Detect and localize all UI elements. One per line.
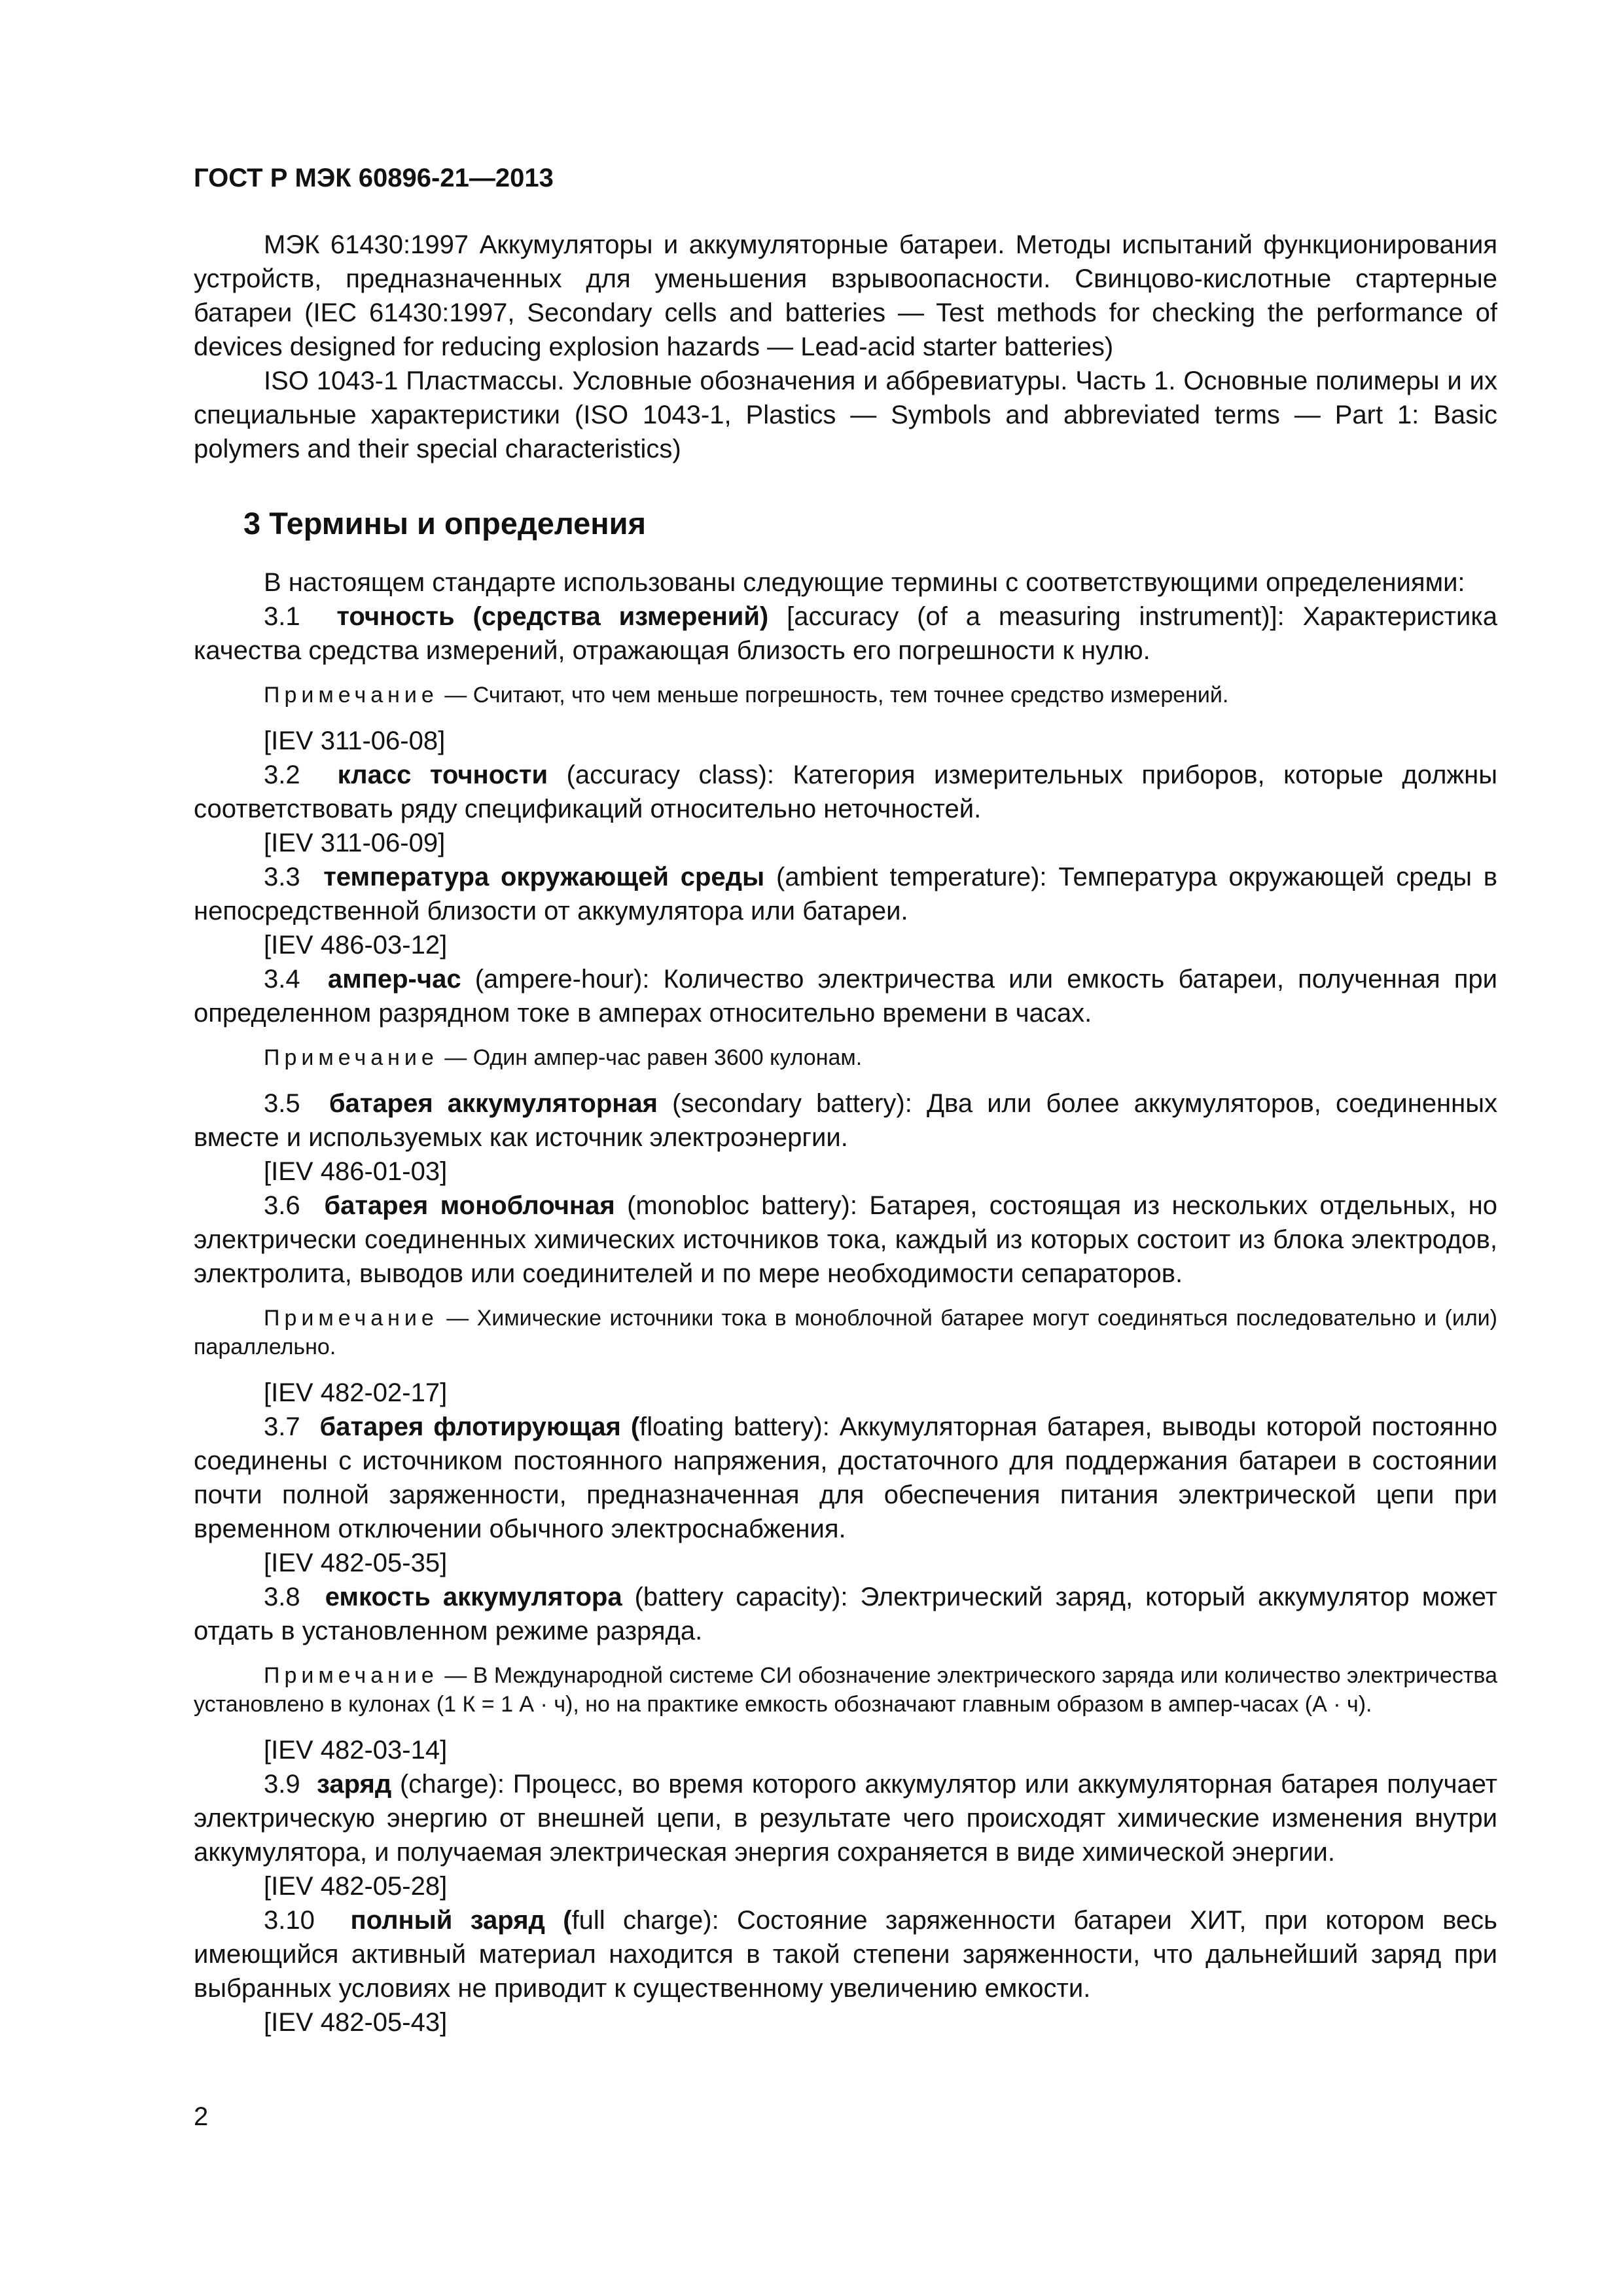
reference-entry: ISO 1043-1 Пластмассы. Условные обозначения и аббревиатуры. Часть 1. Основные полимеры и их специальные характеристики (ISO 1043-1, Plastics — Symbols and abbreviated terms — Part 1: Basic polymers and their special characteristics) bbox=[194, 367, 1497, 463]
term-name: температура окружающей среды bbox=[323, 863, 765, 891]
term-number: 3.10 bbox=[264, 1906, 315, 1935]
note-label: Примечание bbox=[264, 1663, 438, 1688]
note-text: — Один ампер-час равен 3600 кулонам. bbox=[444, 1045, 863, 1070]
note-text: — В Международной системе СИ обозначение электрического заряда или количество электричества установлено в кулонах (1 К = 1 А · ч), но на практике емкость обозначают главным образом в ампер-часах (А · ч). bbox=[194, 1663, 1497, 1717]
term-definition: [accuracy (of a measuring instrument)]: Характеристика качества средства измерений, отражающая близость его погрешности к нулю. bbox=[194, 602, 1497, 665]
iev-reference: [IEV 482-05-43] bbox=[264, 2008, 448, 2037]
term-number: 3.7 bbox=[264, 1412, 300, 1441]
note-label: Примечание bbox=[264, 1306, 438, 1331]
iev-reference: [IEV 482-05-35] bbox=[264, 1549, 448, 1577]
term-entry bbox=[194, 1086, 1497, 1155]
term-entry bbox=[194, 1767, 1497, 1869]
term-entry bbox=[194, 1580, 1497, 1648]
term-entry bbox=[194, 758, 1497, 826]
term-number: 3.4 bbox=[264, 965, 300, 994]
term-name: класс точности bbox=[337, 761, 548, 789]
term-definition: floating battery): Аккумуляторная батарея, выводы которой постоянно соединены с источником постоянного напряжения, достаточного для поддержания батареи в состоянии почти полной заряженности, предназначенная для обеспечения питания электрической цепи при временном отключении обычного электроснабжения. bbox=[194, 1412, 1497, 1543]
term-name: батарея аккумуляторная bbox=[329, 1089, 658, 1118]
iev-reference: [IEV 482-02-17] bbox=[264, 1378, 448, 1407]
iev-reference: [IEV 311-06-09] bbox=[264, 829, 446, 857]
term-number: 3.8 bbox=[264, 1583, 300, 1611]
term-entry bbox=[194, 962, 1497, 1030]
term-number: 3.3 bbox=[264, 863, 300, 891]
term-note bbox=[194, 1043, 1497, 1072]
term-name: ампер-час bbox=[327, 965, 461, 994]
page-content bbox=[194, 161, 1497, 2039]
iev-reference: [IEV 486-03-12] bbox=[264, 931, 448, 960]
term-name: полный заряд ( bbox=[350, 1906, 572, 1935]
iev-reference: [IEV 482-03-14] bbox=[264, 1736, 448, 1765]
note-text: — Химические источники тока в моноблочной батарее могут соединяться последовательно и (или) параллельно. bbox=[194, 1306, 1497, 1359]
term-definition: (accuracy class): Категория измерительных приборов, которые должны соответствовать ряду спецификаций относительно неточностей. bbox=[194, 761, 1498, 823]
note-label: Примечание bbox=[264, 1045, 438, 1070]
term-number: 3.9 bbox=[264, 1770, 300, 1799]
term-definition: (charge): Процесс, во время которого аккумулятор или аккумуляторная батарея получает электрическую энергию от внешней цепи, в результате чего происходят химические изменения внутри аккумулятора, и получаемая электрическая энергия сохраняется в виде химической энергии. bbox=[194, 1770, 1497, 1867]
term-number: 3.6 bbox=[264, 1191, 300, 1220]
section-heading: 3 Термины и определения bbox=[243, 506, 646, 541]
term-entry bbox=[194, 1189, 1497, 1291]
term-definition: (battery capacity): Электрический заряд, который аккумулятор может отдать в установленном режиме разряда. bbox=[194, 1583, 1497, 1645]
term-note bbox=[194, 1304, 1497, 1361]
term-entry bbox=[194, 1903, 1497, 2005]
term-number: 3.1 bbox=[264, 602, 300, 631]
term-note bbox=[194, 1661, 1497, 1719]
term-name: точность (средства измерений) bbox=[336, 602, 769, 631]
iev-reference: [IEV 482-05-28] bbox=[264, 1872, 448, 1901]
term-definition: (monobloc battery): Батарея, состоящая из нескольких отдельных, но электрически соединенных химических источников тока, каждый из которых состоит из блока электродов, электролита, выводов или соединителей и по мере необходимости сепараторов. bbox=[194, 1191, 1497, 1288]
reference-entry: МЭК 61430:1997 Аккумуляторы и аккумуляторные батареи. Методы испытаний функционирования устройств, предназначенных для уменьшения взрывоопасности. Свинцово-кислотные стартерные батареи (IEC 61430:1997, Secondary cells and batteries — Test methods for checking the performance of devices designed for reducing explosion hazards — Lead-acid starter batteries) bbox=[194, 230, 1497, 361]
term-name: батарея моноблочная bbox=[324, 1191, 615, 1220]
term-number: 3.2 bbox=[264, 761, 300, 789]
term-number: 3.5 bbox=[264, 1089, 300, 1118]
page-number: 2 bbox=[194, 2102, 209, 2131]
document-header: ГОСТ Р МЭК 60896-21—2013 bbox=[194, 164, 554, 192]
term-definition: (ampere-hour): Количество электричества или емкость батареи, полученная при определенном разрядном токе в амперах относительно времени в часах. bbox=[194, 965, 1497, 1028]
term-name: батарея флотирующая ( bbox=[319, 1412, 640, 1441]
term-entry bbox=[194, 600, 1497, 668]
term-definition: full charge): Состояние заряженности батареи ХИТ, при котором весь имеющийся активный материал находится в такой степени заряженности, что дальнейший заряд при выбранных условиях не приводит к существенному увеличению емкости. bbox=[194, 1906, 1498, 2003]
term-note bbox=[194, 681, 1497, 709]
term-definition: (ambient temperature): Температура окружающей среды в непосредственной близости от аккумулятора или батареи. bbox=[194, 863, 1497, 925]
iev-reference: [IEV 486-01-03] bbox=[264, 1157, 448, 1186]
term-name: емкость аккумулятора bbox=[325, 1583, 622, 1611]
note-label: Примечание bbox=[264, 683, 438, 708]
note-text: — Считают, что чем меньше погрешность, тем точнее средство измерений. bbox=[444, 683, 1229, 708]
iev-reference: [IEV 311-06-08] bbox=[264, 726, 446, 755]
term-entry bbox=[194, 860, 1497, 928]
term-name: заряд bbox=[317, 1770, 392, 1799]
term-definition: (secondary battery): Два или более аккумуляторов, соединенных вместе и используемых как источник электроэнергии. bbox=[194, 1089, 1497, 1152]
section-intro: В настоящем стандарте использованы следующие термины с соответствующими определениями: bbox=[264, 568, 1465, 597]
term-entry bbox=[194, 1410, 1497, 1546]
